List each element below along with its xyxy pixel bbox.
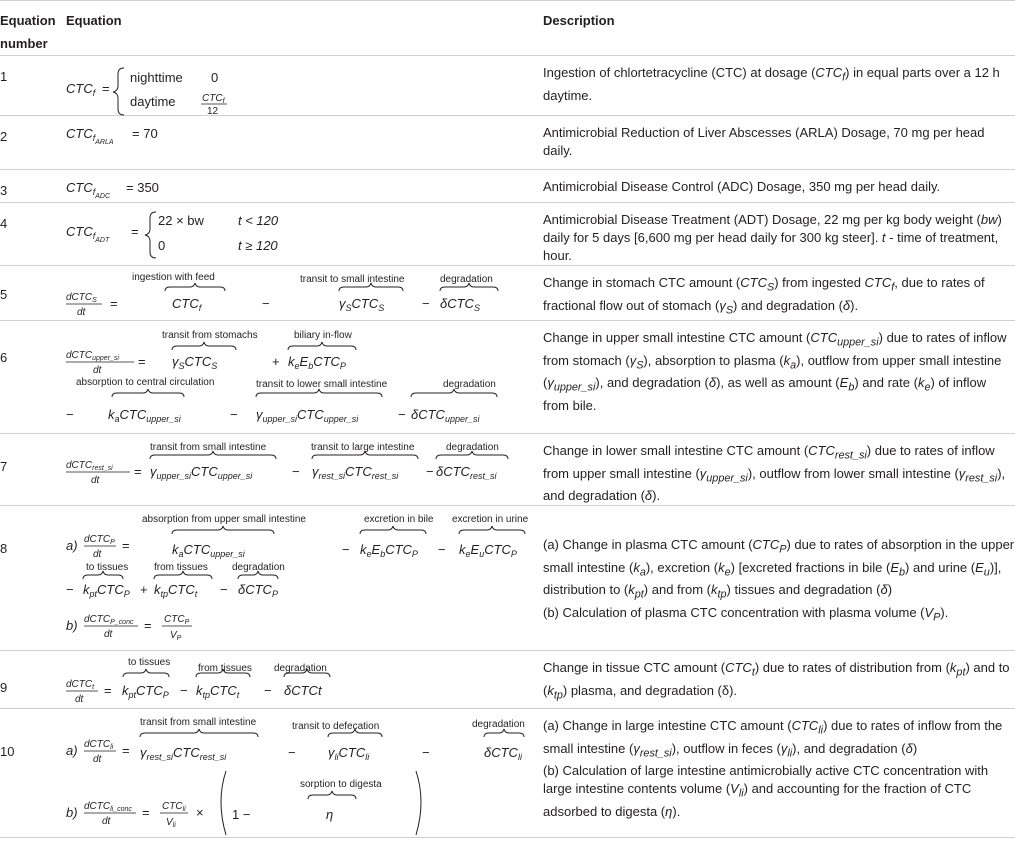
svg-text:to tissues: to tissues [128, 657, 171, 669]
svg-text:γrest_siCTCrest_si: $\gamma_{rest\_si}CTC_{rest\_si}$ [312, 464, 399, 481]
svg-text:dt: dt [77, 307, 86, 318]
svg-text:degradation: degradation [232, 562, 285, 574]
table-row [0, 116, 1015, 170]
description-text: Change in stomach CTC amount $(CTC_S)$ from ingested $CTC_f$, due to rates of fractional flow out of stomach $(\gamma_S)$ and degradation (δ). [543, 275, 985, 317]
svg-text:−: − [292, 464, 300, 479]
svg-text:=: = [144, 618, 152, 634]
svg-text:= 70: = 70 [132, 126, 158, 141]
svg-text:absorption to central circulat: absorption to central circulation [76, 377, 215, 388]
equation-3 [66, 176, 536, 202]
svg-text:transit to small intestine: transit to small intestine [300, 274, 405, 285]
equation-cell [66, 709, 543, 838]
equation-number: 1 [0, 56, 66, 116]
svg-text:transit to defecation: transit to defecation [292, 721, 380, 733]
svg-text:CTCfADT: $CTC_{fADT}$ [66, 224, 110, 244]
table-row [0, 266, 1015, 321]
table-row [0, 56, 1015, 116]
svg-text:ktpCTCt: $k_{tp}CTC_t$ [154, 582, 198, 600]
svg-text:kptCTCP: $k_{pt}CTC_P$ [122, 683, 169, 701]
svg-text:absorption from upper small in: absorption from upper small intestine [142, 514, 306, 526]
svg-text:dCTCP_conc: dCTC$_{P\_conc}$ [84, 614, 134, 627]
header-description: Description [543, 1, 1015, 56]
svg-text:CTCfARLA: $CTC_{fARLA}$ [66, 126, 114, 146]
table-row [0, 170, 1015, 203]
svg-text:Vli: $V_{li}$ [166, 817, 176, 830]
table-row [0, 321, 1015, 434]
svg-text:dt: dt [91, 475, 100, 486]
description-cell: Antimicrobial Disease Control (ADC) Dosage, 350 mg per head daily. [543, 170, 1015, 203]
svg-text:12: 12 [207, 106, 219, 117]
svg-text:−: − [230, 407, 238, 422]
description-text: Ingestion of chlortetracycline (CTC) at dosage $(CTC_f)$ in equal parts over a 12 h daytime. [543, 65, 1000, 103]
svg-text:δCTCupper_si: δCTC$_{upper\_si}$ [411, 407, 480, 424]
svg-text:δCTCli: δCTC$_{li}$ [484, 745, 522, 763]
svg-text:from tissues: from tissues [154, 562, 208, 574]
svg-text:dCTCP: dCTC$_P$ [84, 534, 115, 547]
table-row [0, 651, 1015, 709]
svg-text:−: − [220, 582, 228, 598]
equation-cell [66, 170, 543, 203]
svg-text:excretion in urine: excretion in urine [452, 514, 529, 526]
svg-text:degradation: degradation [274, 663, 327, 675]
svg-text:−: − [342, 542, 350, 558]
description-cell [543, 506, 1015, 651]
equation-5 [66, 272, 536, 320]
svg-text:dt: dt [75, 694, 84, 706]
equation-cell [66, 651, 543, 709]
svg-text:t < 120: t < 120 [238, 213, 279, 228]
svg-text:=: = [138, 354, 146, 369]
equation-number: 9 [0, 651, 66, 709]
description-part-a: (a) Change in plasma CTC amount $(CTC_P)$ due to rates of absorption in the upper small intestine $(k_a)$, excretion $(k_e)$ [excreted fractions in bile $(E_b)$ and urine $(E_u)$], distribution to $(k_{pt})$ and from $(k_{tp})$ tissues and degradation (δ) [543, 537, 1015, 601]
description-cell [543, 651, 1015, 709]
svg-text:transit from small intestine: transit from small intestine [150, 442, 267, 453]
equation-cell [66, 56, 543, 116]
svg-text:−: − [422, 296, 430, 311]
svg-text:=: = [110, 296, 118, 311]
svg-text:dCTCS: dCTC$_S$ [66, 292, 97, 304]
description-text: Change in upper small intestine CTC amount $(CTC_{upper\_si})$ due to rates of inflow from stomach $(\gamma_S)$, absorption to plasma $(k_a)$, outflow from upper small intestine $(\gamma_{upper\_si})$, and degradation (δ), as well as amount $(E_b)$ and rate $(k_e)$ of inflow from bile. [543, 330, 1007, 413]
equation-10 [66, 715, 536, 837]
equation-cell [66, 321, 543, 434]
svg-text:=: = [122, 538, 130, 554]
equation-number: 10 [0, 709, 66, 838]
equation-cell [66, 434, 543, 506]
svg-text:keEuCTCP: $k_eE_uCTC_P$ [459, 542, 517, 560]
equation-4 [66, 209, 536, 261]
description-part-a: (a) Change in large intestine CTC amount $(CTC_{li})$ due to rates of inflow from the small intestine $(\gamma_{rest\_si})$, outflow in feces $(\gamma_{li})$, and degradation (δ) [543, 718, 1003, 760]
svg-text:daytime: daytime [130, 94, 176, 109]
svg-text:=: = [122, 743, 130, 759]
svg-text:excretion in bile: excretion in bile [364, 514, 434, 526]
equation-number: 5 [0, 266, 66, 321]
svg-text:−: − [262, 296, 270, 311]
equation-7 [66, 440, 536, 488]
svg-text:γliCTCli: $\gamma_{li}CTC_{li}$ [328, 745, 370, 763]
svg-text:= 350: = 350 [126, 180, 159, 195]
equation-2 [66, 122, 536, 162]
svg-text:a): a) [66, 538, 78, 554]
svg-text:nighttime: nighttime [130, 70, 183, 85]
equation-number: 8 [0, 506, 66, 651]
equation-6 [66, 327, 536, 433]
svg-text:=: = [102, 81, 110, 96]
svg-text:22 × bw: 22 × bw [158, 213, 204, 228]
svg-text:−: − [422, 745, 430, 761]
svg-text:γupper_siCTCupper_si: $\gamma_{upper\_si}CTC_{upper\_si}$ [150, 464, 253, 481]
svg-text:0: 0 [158, 238, 166, 253]
svg-text:keEbCTCP: $k_eE_bCTC_P$ [288, 354, 346, 371]
svg-text:dCTCli: dCTC$_{li}$ [84, 739, 114, 752]
equation-8 [66, 512, 536, 650]
svg-text:CTCP: $CTC_P$ [164, 614, 190, 627]
svg-text:degradation: degradation [446, 442, 499, 453]
header-equation-number: Equation number [0, 1, 66, 56]
svg-text:dt: dt [93, 549, 102, 561]
svg-text:−: − [66, 407, 74, 422]
svg-text:−: − [288, 745, 296, 761]
svg-text:δCTCrest_si: δCTC$_{rest\_si}$ [436, 464, 497, 481]
svg-text:to tissues: to tissues [86, 562, 129, 574]
equation-1 [66, 62, 536, 117]
svg-text:+: + [272, 354, 280, 369]
svg-text:1 −: 1 − [232, 807, 251, 823]
svg-text:sorption to digesta: sorption to digesta [300, 779, 382, 791]
equation-number: 4 [0, 203, 66, 266]
svg-text:kaCTCupper_si: $k_aCTC_{upper\_si}$ [108, 407, 181, 424]
svg-text:VP: $V_P$ [170, 630, 182, 643]
svg-text:from tissues: from tissues [198, 663, 252, 675]
svg-text:=: = [131, 224, 139, 239]
description-cell [543, 56, 1015, 116]
svg-text:kaCTCupper_si: $k_aCTC_{upper\_si}$ [172, 542, 245, 560]
svg-text:dCTCrest_si: dCTC$_{rest\_si}$ [66, 460, 113, 472]
svg-text:b): b) [66, 805, 78, 821]
svg-text:transit from stomachs: transit from stomachs [162, 330, 258, 341]
svg-text:kptCTCP: $k_{pt}CTC_P$ [83, 582, 130, 600]
description-cell [543, 321, 1015, 434]
svg-text:b): b) [66, 618, 78, 634]
svg-text:×: × [196, 805, 204, 821]
table-row [0, 506, 1015, 651]
equation-cell [66, 506, 543, 651]
svg-text:CTCli: $CTC_{li}$ [162, 801, 186, 814]
description-text: Antimicrobial Disease Treatment (ADT) Dosage, 22 mg per kg body weight (bw) daily for 5 days [6,600 mg per head daily for 300 kg steer]. t - time of treatment, hour. [543, 212, 1002, 263]
svg-text:dCTCt: dCTC$_t$ [66, 679, 95, 692]
equation-number: 2 [0, 116, 66, 170]
equation-number: 7 [0, 434, 66, 506]
svg-text:transit from small intestine: transit from small intestine [140, 717, 257, 729]
svg-text:δCTCt: δCTCt [284, 683, 322, 699]
equation-cell [66, 266, 543, 321]
svg-text:0: 0 [211, 70, 219, 85]
description-cell [543, 203, 1015, 266]
equation-number: 6 [0, 321, 66, 434]
svg-text:−: − [398, 407, 406, 422]
table-row [0, 434, 1015, 506]
svg-text:dCTCupper_si: dCTC$_{upper\_si}$ [66, 350, 119, 362]
description-cell [543, 266, 1015, 321]
svg-text:ingestion with feed: ingestion with feed [132, 272, 215, 283]
svg-text:ktpCTCt: $k_{tp}CTC_t$ [196, 683, 240, 701]
svg-text:CTCf: $CTC_f$ [202, 93, 225, 105]
svg-text:δCTCP: δCTC$_P$ [238, 582, 278, 600]
equation-9 [66, 657, 536, 707]
svg-text:γupper_siCTCupper_si: $\gamma_{upper\_si}CTC_{upper\_si}$ [256, 407, 359, 424]
header-row [0, 1, 1015, 56]
equation-number: 3 [0, 170, 66, 203]
svg-text:+: + [140, 582, 148, 598]
svg-text:keEbCTCP: $k_eE_bCTC_P$ [360, 542, 418, 560]
svg-text:δCTCS: δCTC$_S$ [440, 296, 480, 313]
svg-text:−: − [66, 582, 74, 598]
equation-cell [66, 116, 543, 170]
svg-text:=: = [134, 464, 142, 479]
svg-text:t ≥ 120: t ≥ 120 [238, 238, 278, 253]
svg-text:CTCf: $CTC_f$ [172, 296, 202, 313]
header-equation: Equation [66, 1, 543, 56]
svg-text:dt: dt [93, 365, 102, 376]
svg-text:=: = [142, 805, 150, 821]
svg-text:−: − [426, 464, 434, 479]
equation-cell [66, 203, 543, 266]
svg-text:η: η [326, 807, 334, 823]
svg-text:γSCTCS: $\gamma_SCTC_S$ [339, 296, 385, 313]
svg-text:=: = [104, 683, 112, 699]
description-cell [543, 709, 1015, 838]
table-row [0, 709, 1015, 838]
svg-text:CTCfADC: $CTC_{fADC}$ [66, 180, 111, 200]
svg-text:degradation: degradation [472, 719, 525, 731]
table-row [0, 203, 1015, 266]
svg-text:degradation: degradation [440, 274, 493, 285]
svg-text:degradation: degradation [443, 379, 496, 390]
description-cell: Antimicrobial Reduction of Liver Abscesses (ARLA) Dosage, 70 mg per head daily. [543, 116, 1015, 170]
svg-text:dt: dt [104, 629, 113, 641]
svg-text:dt: dt [93, 754, 102, 766]
svg-text:CTCf: $CTC_f$ [66, 81, 96, 98]
description-cell [543, 434, 1015, 506]
svg-text:dCTCli_conc: dCTC$_{li\_conc}$ [84, 801, 132, 814]
svg-text:−: − [438, 542, 446, 558]
svg-text:transit to lower small intesti: transit to lower small intestine [256, 379, 388, 390]
svg-text:−: − [180, 683, 188, 699]
description-part-b: (b) Calculation of large intestine antimicrobially active CTC concentration with large intestine contents volume $(V_{li})$ and accounting for the fraction of CTC adsorbed to digesta (η). [543, 763, 989, 819]
svg-text:biliary in-flow: biliary in-flow [294, 330, 352, 341]
svg-text:−: − [264, 683, 272, 699]
description-part-b: (b) Calculation of plasma CTC concentration with plasma volume $(V_P)$. [543, 604, 949, 624]
svg-text:a): a) [66, 743, 78, 759]
svg-text:transit to large intestine: transit to large intestine [311, 442, 415, 453]
svg-text:dt: dt [102, 816, 111, 828]
svg-text:γrest_siCTCrest_si: $\gamma_{rest\_si}CTC_{rest\_si}$ [140, 745, 227, 763]
svg-text:γSCTCS: $\gamma_SCTC_S$ [172, 354, 218, 371]
description-text: Change in tissue CTC amount $(CTC_t)$ due to rates of distribution from $(k_{pt})$ and to $(k_{tp})$ plasma, and degradation (δ). [543, 660, 1010, 702]
description-text: Change in lower small intestine CTC amount $(CTC_{rest\_si})$ due to rates of inflow from upper small intestine $(\gamma_{upper\_si})$, outflow from lower small intestine $(\gamma_{rest\_si})$, and degradation (δ). [543, 443, 1006, 504]
